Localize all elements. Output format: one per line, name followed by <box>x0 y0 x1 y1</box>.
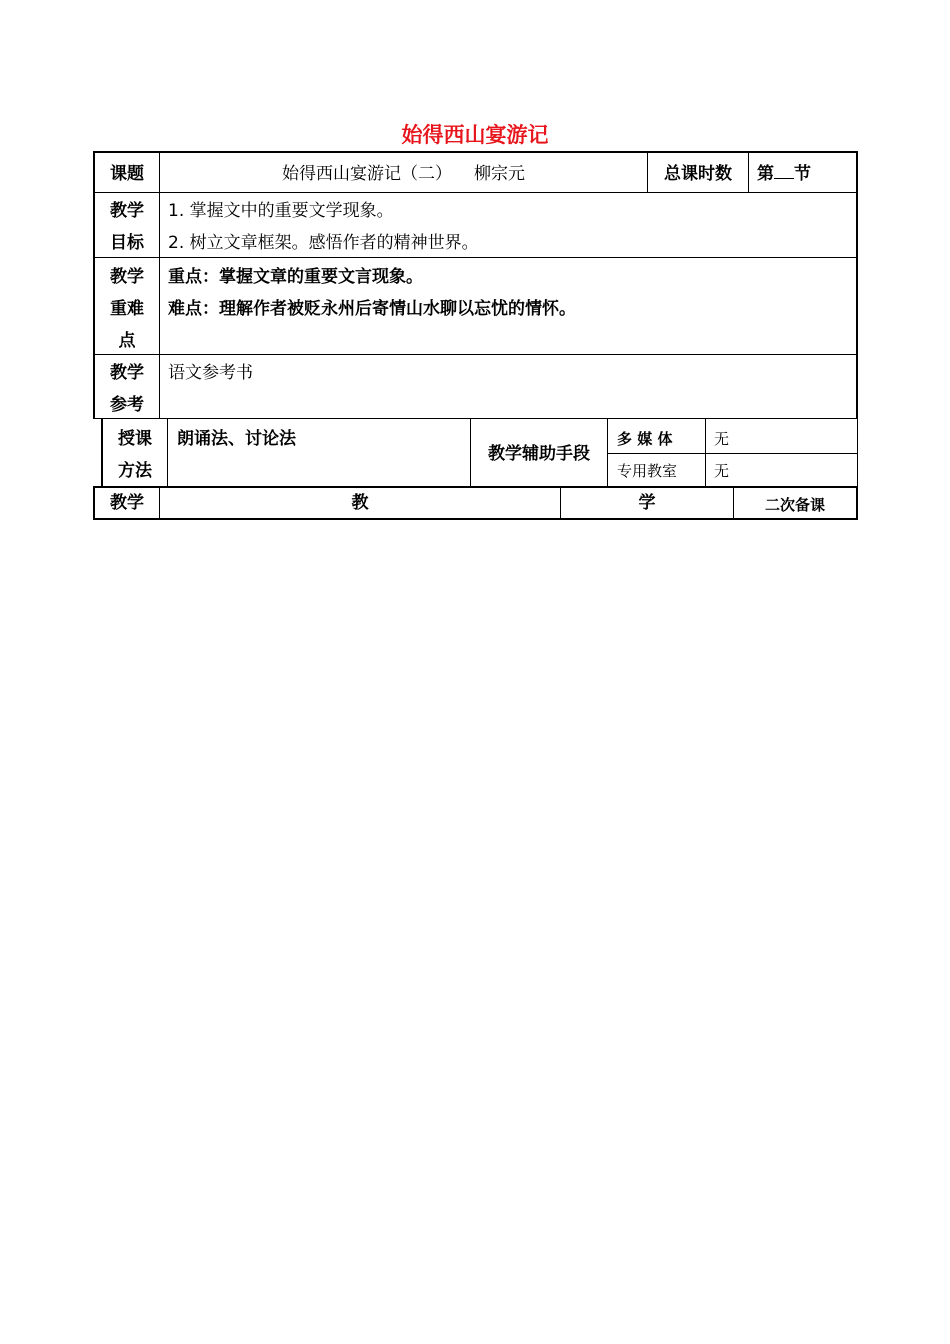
row-divider-4 <box>93 418 858 419</box>
goal-item: 1. 掌握文中的重要文学现象。 <box>168 201 394 221</box>
section-number-field <box>757 158 852 190</box>
method-label-line1: 授课 <box>118 429 152 449</box>
multimedia-value: 无 <box>714 430 730 448</box>
keypoints-label-line2: 重难 <box>110 299 144 319</box>
teach-header: 教 <box>351 493 369 513</box>
keypoints-label <box>95 261 159 357</box>
multimedia-label: 多 媒 体 <box>617 430 673 448</box>
total-hours-label: 总课时数 <box>664 164 732 184</box>
row-divider-1 <box>93 192 858 193</box>
goals-list <box>168 195 848 259</box>
section-blank <box>774 164 794 179</box>
method-inner-divider <box>607 453 858 454</box>
goals-label <box>95 195 159 259</box>
method-col-divider-1 <box>167 419 168 487</box>
learn-header: 学 <box>638 493 656 513</box>
reference-label-line2: 参考 <box>110 395 144 415</box>
section-prefix: 第 <box>757 164 774 184</box>
section-suffix: 节 <box>794 164 811 184</box>
goals-label-line2: 目标 <box>110 233 144 253</box>
aux-means-label: 教学辅助手段 <box>488 444 590 464</box>
classroom-value: 无 <box>714 462 730 480</box>
process-label: 教学 <box>110 493 144 513</box>
reference-label-line1: 教学 <box>110 363 144 383</box>
difficulty-text: 难点：理解作者被贬永州后寄情山水聊以忘忧的情怀。 <box>168 299 576 319</box>
document-title: 始得西山宴游记 <box>401 122 549 147</box>
keypoints-label-line1: 教学 <box>110 267 144 287</box>
key-point-text: 重点：掌握文章的重要文言现象。 <box>168 267 423 287</box>
classroom-label: 专用教室 <box>617 462 678 480</box>
method-label <box>103 423 167 487</box>
method-label-line2: 方法 <box>118 461 152 481</box>
topic-value: 始得西山宴游记（二） <box>282 164 452 184</box>
goal-item: 2. 树立文章框架。感悟作者的精神世界。 <box>168 233 479 253</box>
topic-col-divider-2 <box>748 151 749 192</box>
process-right-border <box>856 486 858 520</box>
row-divider-3 <box>93 354 858 355</box>
keypoints-content <box>168 261 848 325</box>
topic-author: 柳宗元 <box>474 164 525 184</box>
goals-label-line1: 教学 <box>110 201 144 221</box>
reference-value: 语文参考书 <box>168 363 253 383</box>
second-prep-header: 二次备课 <box>764 496 825 514</box>
table-top-border <box>93 151 858 153</box>
method-value: 朗诵法、讨论法 <box>177 429 296 449</box>
topic-value-cell <box>160 158 647 190</box>
topic-label: 课题 <box>110 164 144 184</box>
keypoints-label-line3: 点 <box>118 331 136 351</box>
reference-label <box>95 357 159 421</box>
